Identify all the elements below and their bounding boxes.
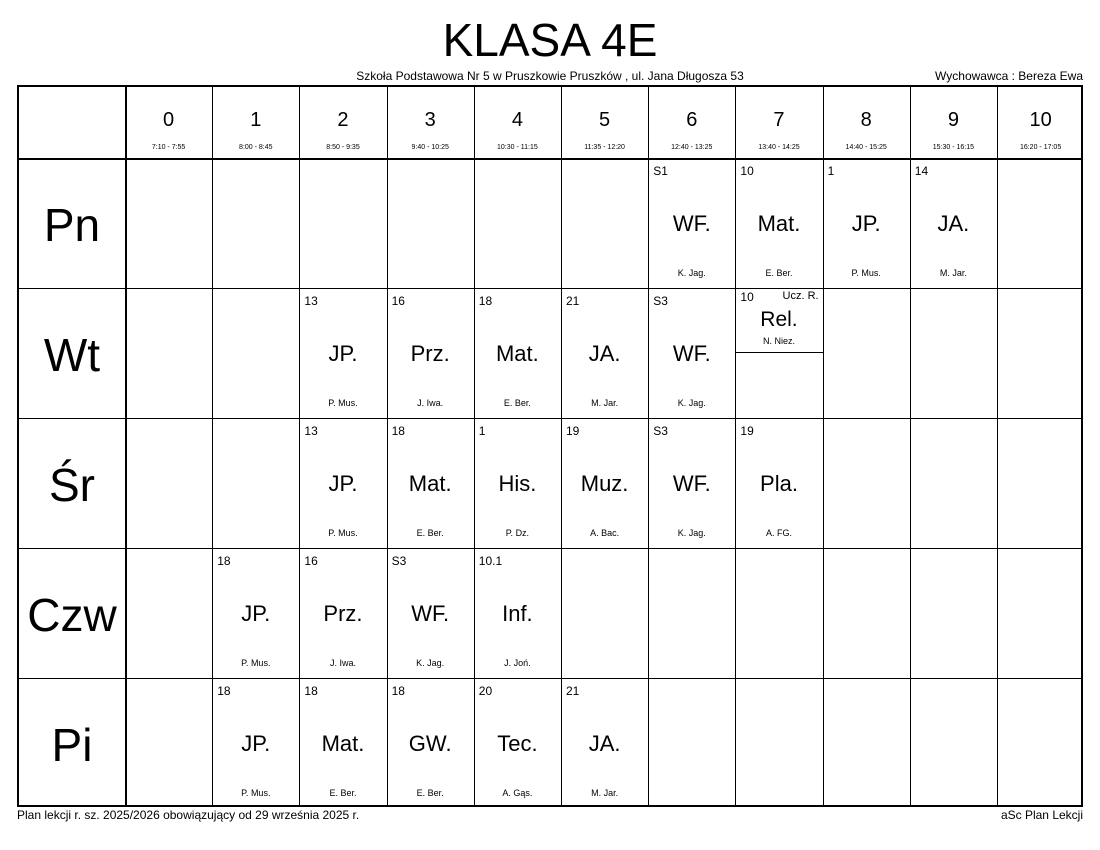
period-number: 2: [337, 109, 349, 131]
lesson-room: 10.1: [478, 554, 503, 568]
lesson-room: 16: [391, 294, 405, 308]
lesson-room: 10: [740, 164, 754, 178]
lesson-room: 18: [478, 294, 493, 308]
footer-validity: Plan lekcji r. sz. 2025/2026 obowiązujący od 29 września 2025 r.: [17, 808, 360, 822]
lesson-cell[interactable]: [212, 678, 299, 808]
day-label: Pn: [43, 199, 101, 251]
footer-software: aSc Plan Lekcji: [1000, 808, 1083, 822]
period-header: [474, 87, 561, 158]
lesson-cell[interactable]: [823, 158, 910, 288]
lesson-teacher: K. Jag.: [416, 658, 445, 668]
period-time: 16:20 - 17:05: [1019, 144, 1062, 151]
lesson-teacher: J. Joń.: [504, 658, 531, 668]
period-time: 13:40 - 14:25: [758, 144, 800, 151]
lesson-subject: JP.: [328, 471, 358, 496]
lesson-subject: JP.: [851, 211, 881, 236]
lesson-cell[interactable]: [387, 288, 474, 418]
lesson-cell[interactable]: [474, 548, 561, 678]
lesson-subject: Prz.: [410, 341, 450, 366]
lesson-teacher: P. Dz.: [505, 528, 530, 538]
lesson-cell[interactable]: [474, 678, 561, 808]
period-number: 10: [1029, 109, 1052, 131]
lesson-room: 21: [566, 294, 580, 308]
lesson-room: 1: [478, 424, 486, 438]
lesson-teacher: P. Mus.: [328, 528, 358, 538]
lesson-room: 13: [304, 424, 318, 438]
lesson-subject: Prz.: [323, 601, 363, 626]
period-time: 8:00 - 8:45: [239, 144, 273, 151]
lesson-teacher: A. Bac.: [590, 528, 620, 538]
lesson-subject: Inf.: [502, 601, 533, 626]
lesson-room: S3: [653, 424, 668, 438]
period-header: [997, 87, 1084, 158]
period-time: 10:30 - 11:15: [497, 144, 538, 151]
lesson-subject: JA.: [588, 341, 621, 366]
lesson-teacher: M. Jar.: [591, 788, 619, 798]
period-header: [735, 87, 822, 158]
lesson-teacher: E. Ber.: [765, 268, 793, 278]
lesson-subject: JA.: [937, 211, 970, 236]
lesson-subject: JP.: [328, 341, 358, 366]
period-header: [212, 87, 299, 158]
lesson-room: 14: [914, 164, 929, 178]
lesson-subject: Tec.: [497, 731, 538, 756]
period-header: [387, 87, 474, 158]
lesson-room: S3: [391, 554, 407, 568]
lesson-room: S1: [653, 164, 668, 178]
lesson-cell[interactable]: [474, 288, 561, 418]
lesson-subject: JA.: [588, 731, 621, 756]
period-number: 0: [163, 109, 175, 131]
lesson-teacher: E. Ber.: [416, 528, 444, 538]
lesson-cell[interactable]: [561, 418, 648, 548]
lesson-teacher: P. Mus.: [241, 788, 271, 798]
lesson-cell[interactable]: [387, 548, 474, 678]
lesson-cell[interactable]: [299, 418, 386, 548]
lesson-group: Ucz. R.: [782, 290, 819, 302]
lesson-cell[interactable]: [212, 548, 299, 678]
lesson-room: 19: [740, 424, 754, 438]
lesson-teacher: J. Iwa.: [417, 398, 444, 408]
lesson-subject: Mat.: [321, 731, 365, 756]
lesson-subject: Mat.: [495, 341, 539, 366]
period-number: 8: [860, 109, 872, 131]
lesson-teacher: P. Mus.: [328, 398, 358, 408]
lesson-cell[interactable]: [735, 288, 822, 418]
lesson-teacher: M. Jar.: [939, 268, 967, 278]
lesson-subject: Rel.: [760, 308, 798, 331]
timetable-grid: [17, 85, 1083, 807]
lesson-room: S3: [653, 294, 668, 308]
lesson-room: 18: [391, 684, 405, 698]
lesson-cell[interactable]: [735, 418, 822, 548]
lesson-teacher: M. Jar.: [591, 398, 619, 408]
lesson-subject: Muz.: [580, 471, 629, 496]
lesson-teacher: K. Jag.: [677, 528, 706, 538]
period-number: 6: [686, 109, 698, 131]
lesson-subject: JP.: [241, 601, 271, 626]
period-number: 4: [511, 109, 523, 131]
lesson-cell[interactable]: [648, 418, 735, 548]
lesson-cell[interactable]: [735, 158, 822, 288]
period-time: 12:40 - 13:25: [671, 144, 713, 151]
period-time: 8:50 - 9:35: [326, 144, 360, 151]
lesson-room: 20: [478, 684, 493, 698]
period-header: [561, 87, 648, 158]
lesson-subject: WF.: [672, 211, 711, 236]
lesson-subject: Pla.: [760, 471, 798, 496]
lesson-cell[interactable]: [561, 678, 648, 808]
period-header: [648, 87, 735, 158]
period-header: [125, 87, 212, 158]
lesson-subject: JP.: [241, 731, 271, 756]
day-label: Wt: [43, 329, 101, 381]
period-time: 15:30 - 16:15: [932, 144, 975, 151]
lesson-teacher: N. Niez.: [762, 336, 795, 346]
period-number: 9: [947, 109, 959, 131]
homeroom-teacher: Wychowawca : Bereza Ewa: [935, 69, 1083, 83]
lesson-teacher: E. Ber.: [503, 398, 531, 408]
period-number: 7: [773, 109, 785, 131]
lesson-cell[interactable]: [299, 548, 386, 678]
period-time: 9:40 - 10:25: [411, 144, 449, 151]
day-label: Pi: [51, 719, 93, 771]
lesson-subject: WF.: [672, 471, 711, 496]
lesson-subject: GW.: [408, 731, 452, 756]
lesson-cell[interactable]: [910, 158, 997, 288]
lesson-cell[interactable]: [299, 288, 386, 418]
group-divider: [735, 352, 822, 353]
lesson-subject: WF.: [672, 341, 711, 366]
lesson-cell[interactable]: [648, 288, 735, 418]
day-label: Śr: [49, 459, 95, 511]
lesson-teacher: E. Ber.: [329, 788, 357, 798]
lesson-cell[interactable]: [299, 678, 386, 808]
lesson-room: 16: [304, 554, 318, 568]
lesson-room: 21: [566, 684, 580, 698]
period-header: [910, 87, 997, 158]
page-title: KLASA 4E: [442, 14, 658, 66]
lesson-teacher: K. Jag.: [677, 268, 706, 278]
period-number: 5: [599, 109, 611, 131]
period-header: [299, 87, 386, 158]
lesson-cell[interactable]: [387, 678, 474, 808]
lesson-room: 19: [566, 424, 580, 438]
lesson-room: 18: [391, 424, 405, 438]
period-number: 1: [250, 109, 262, 131]
lesson-subject: His.: [498, 471, 537, 496]
period-time: 11:35 - 12:20: [584, 144, 625, 151]
lesson-room: 18: [217, 684, 231, 698]
period-number: 3: [424, 109, 436, 131]
lesson-teacher: E. Ber.: [416, 788, 444, 798]
column-divider: [997, 87, 998, 805]
lesson-cell[interactable]: [387, 418, 474, 548]
school-address: Szkoła Podstawowa Nr 5 w Pruszkowie Pruszków , ul. Jana Długosza 53: [356, 69, 744, 83]
lesson-teacher: P. Mus.: [851, 268, 881, 278]
lesson-subject: WF.: [411, 601, 450, 626]
lesson-room: 13: [304, 294, 318, 308]
lesson-subject: Mat.: [757, 211, 801, 236]
lesson-cell[interactable]: [474, 418, 561, 548]
lesson-teacher: P. Mus.: [241, 658, 271, 668]
lesson-teacher: A. Gąs.: [502, 788, 533, 798]
lesson-room: 18: [304, 684, 318, 698]
lesson-subject: Mat.: [408, 471, 452, 496]
lesson-room: 18: [217, 554, 231, 568]
lesson-room: 10: [740, 290, 754, 304]
period-header: [823, 87, 910, 158]
period-time: 14:40 - 15:25: [845, 144, 887, 151]
period-time: 7:10 - 7:55: [151, 144, 186, 151]
day-label: Czw: [27, 589, 117, 641]
column-divider: [125, 87, 127, 805]
lesson-teacher: K. Jag.: [677, 398, 706, 408]
lesson-teacher: J. Iwa.: [329, 658, 356, 668]
lesson-room: 1: [827, 164, 835, 178]
lesson-cell[interactable]: [561, 288, 648, 418]
lesson-teacher: A. FG.: [765, 528, 792, 538]
lesson-cell[interactable]: [648, 158, 735, 288]
